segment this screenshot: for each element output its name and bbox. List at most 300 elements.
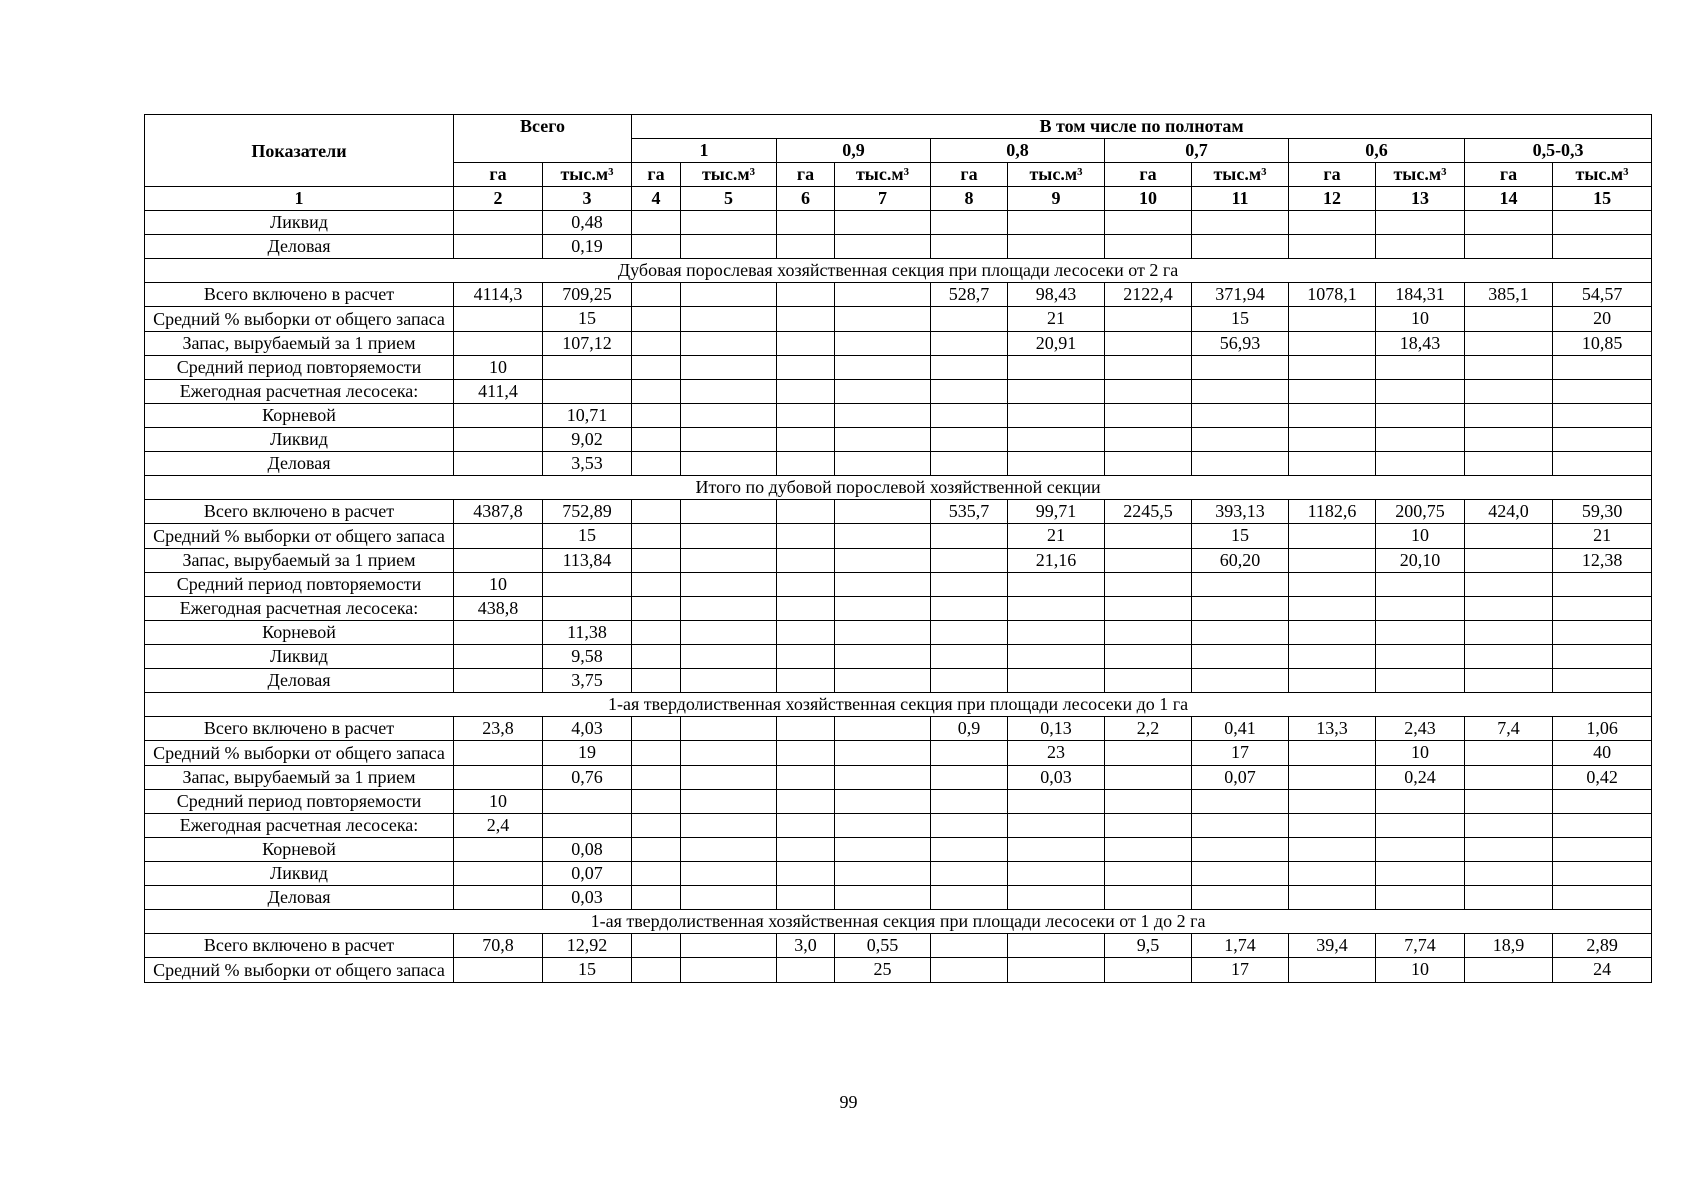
table-cell [1008,669,1105,693]
header-unit-thous-m3: тыс.м³ [1553,163,1652,187]
table-cell [1289,356,1376,380]
column-number: 3 [543,187,632,211]
table-cell [1289,428,1376,452]
table-cell [632,958,681,983]
table-cell [777,645,835,669]
table-cell [632,428,681,452]
header-unit-ha: га [1289,163,1376,187]
table-cell: 113,84 [543,549,632,573]
table-cell [1376,452,1465,476]
row-label: Деловая [145,669,454,693]
table-cell: 12,92 [543,934,632,958]
column-number: 8 [931,187,1008,211]
table-cell [1105,211,1192,235]
table-cell [1105,356,1192,380]
table-row [145,332,1652,356]
table-cell: 0,48 [543,211,632,235]
table-cell: 2,43 [1376,717,1465,741]
row-label: Средний % выборки от общего запаса [145,741,454,766]
table-cell: 535,7 [931,500,1008,524]
table-cell [681,597,777,621]
row-label: Средний период повторяемости [145,790,454,814]
table-cell [777,766,835,790]
table-cell [1289,332,1376,356]
table-cell [1289,235,1376,259]
table-cell [777,307,835,332]
table-cell [931,669,1008,693]
table-cell: 20 [1553,307,1652,332]
table-cell: 7,4 [1465,717,1553,741]
table-cell [835,886,931,910]
table-cell [777,356,835,380]
table-cell: 528,7 [931,283,1008,307]
table-cell [777,838,835,862]
table-row [145,235,1652,259]
table-cell: 1182,6 [1289,500,1376,524]
table-cell: 4114,3 [454,283,543,307]
table-cell: 4,03 [543,717,632,741]
table-cell: 18,43 [1376,332,1465,356]
table-cell: 0,07 [1192,766,1289,790]
table-cell [632,500,681,524]
table-cell [543,356,632,380]
table-cell: 0,07 [543,862,632,886]
table-cell: 0,08 [543,838,632,862]
table-cell [1008,621,1105,645]
table-cell [1553,621,1652,645]
table-cell [835,549,931,573]
table-cell: 0,03 [543,886,632,910]
table-cell [931,380,1008,404]
section-title: Дубовая порослевая хозяйственная секция при площади лесосеки от 2 га [145,259,1652,283]
table-cell [1192,862,1289,886]
table-cell [835,862,931,886]
table-cell [1553,211,1652,235]
table-cell [681,958,777,983]
table-cell [931,741,1008,766]
table-cell [1553,235,1652,259]
table-cell [835,307,931,332]
table-cell [931,452,1008,476]
header-unit-thous-m3: тыс.м³ [835,163,931,187]
table-cell [1008,790,1105,814]
table-cell [931,332,1008,356]
table-cell [1289,766,1376,790]
table-cell [632,283,681,307]
table-cell [632,741,681,766]
header-fullness-0-5-0-3: 0,5-0,3 [1465,139,1652,163]
table-cell [1376,862,1465,886]
table-cell [931,428,1008,452]
table-cell [835,838,931,862]
table-cell [681,862,777,886]
table-cell: 0,41 [1192,717,1289,741]
table-cell [681,380,777,404]
table-row [145,934,1652,958]
table-cell [632,717,681,741]
table-cell [1289,573,1376,597]
table-cell [1289,380,1376,404]
table-cell [681,645,777,669]
section-header-row [145,476,1652,500]
table-cell [454,766,543,790]
header-total: Всего [454,115,632,163]
column-number: 7 [835,187,931,211]
table-cell: 17 [1192,741,1289,766]
table-cell [1376,621,1465,645]
table-cell [681,934,777,958]
table-cell: 15 [543,307,632,332]
table-cell [454,549,543,573]
table-cell [1376,814,1465,838]
table-cell [1192,356,1289,380]
table-cell [454,332,543,356]
table-cell [777,211,835,235]
column-number: 4 [632,187,681,211]
row-label: Всего включено в расчет [145,283,454,307]
table-cell [777,332,835,356]
table-cell: 107,12 [543,332,632,356]
table-cell [1192,380,1289,404]
table-cell: 10 [1376,741,1465,766]
row-label: Всего включено в расчет [145,500,454,524]
table-cell: 15 [543,958,632,983]
table-cell: 60,20 [1192,549,1289,573]
table-cell [1553,597,1652,621]
table-cell [1465,573,1553,597]
table-cell: 184,31 [1376,283,1465,307]
table-cell [1289,741,1376,766]
table-header [145,115,1652,211]
table-row [145,211,1652,235]
table-cell: 19 [543,741,632,766]
row-label: Запас, вырубаемый за 1 прием [145,766,454,790]
table-row [145,524,1652,549]
table-cell [1192,573,1289,597]
table-cell: 40 [1553,741,1652,766]
table-cell [543,790,632,814]
table-cell [1289,958,1376,983]
table-cell: 20,10 [1376,549,1465,573]
table-cell [1553,790,1652,814]
table-cell [681,356,777,380]
table-cell [1465,549,1553,573]
table-cell [1105,524,1192,549]
table-cell: 13,3 [1289,717,1376,741]
table-cell [632,934,681,958]
section-header-row [145,259,1652,283]
table-cell: 21 [1553,524,1652,549]
row-label: Ликвид [145,428,454,452]
table-cell [681,332,777,356]
table-cell [777,741,835,766]
table-cell: 1078,1 [1289,283,1376,307]
table-cell [777,500,835,524]
table-cell [1289,307,1376,332]
table-cell: 0,19 [543,235,632,259]
table-cell [931,766,1008,790]
row-label: Всего включено в расчет [145,717,454,741]
table-row [145,307,1652,332]
table-cell: 98,43 [1008,283,1105,307]
table-cell [1105,235,1192,259]
table-cell [1192,886,1289,910]
row-label: Средний период повторяемости [145,573,454,597]
table-cell: 0,76 [543,766,632,790]
table-cell: 17 [1192,958,1289,983]
table-cell: 12,38 [1553,549,1652,573]
table-cell [931,573,1008,597]
table-cell [632,524,681,549]
table-cell [632,621,681,645]
table-cell [1105,766,1192,790]
header-unit-ha: га [454,163,543,187]
table-cell [1105,404,1192,428]
table-row [145,356,1652,380]
table-cell [454,404,543,428]
table-cell [777,573,835,597]
table-cell [835,500,931,524]
table-cell [777,380,835,404]
table-cell [681,766,777,790]
table-cell [835,235,931,259]
table-cell [1465,862,1553,886]
table-cell: 0,03 [1008,766,1105,790]
table-cell [835,717,931,741]
table-cell [1376,838,1465,862]
table-cell: 20,91 [1008,332,1105,356]
section-header-row [145,910,1652,934]
table-cell [454,211,543,235]
table-cell: 371,94 [1192,283,1289,307]
table-cell [632,597,681,621]
section-title: Итого по дубовой порослевой хозяйственной секции [145,476,1652,500]
row-label: Запас, вырубаемый за 1 прием [145,549,454,573]
table-cell: 411,4 [454,380,543,404]
table-cell [835,766,931,790]
table-cell: 18,9 [1465,934,1553,958]
row-label: Средний % выборки от общего запаса [145,524,454,549]
header-unit-ha: га [1465,163,1553,187]
table-cell [1289,597,1376,621]
table-cell: 9,5 [1105,934,1192,958]
table-cell [777,283,835,307]
table-cell: 10 [454,573,543,597]
table-cell [1105,549,1192,573]
table-row [145,283,1652,307]
header-unit-thous-m3: тыс.м³ [543,163,632,187]
table-cell [835,332,931,356]
table-cell [1465,838,1553,862]
table-cell [1105,814,1192,838]
table-row [145,549,1652,573]
table-cell [931,621,1008,645]
table-cell: 21 [1008,307,1105,332]
table-cell [1553,669,1652,693]
table-cell: 10 [454,790,543,814]
table-cell [1289,790,1376,814]
header-fullness-0-6: 0,6 [1289,139,1465,163]
header-unit-ha: га [632,163,681,187]
table-cell [777,452,835,476]
table-cell [777,549,835,573]
table-cell [1553,814,1652,838]
table-row [145,766,1652,790]
table-cell [632,211,681,235]
table-cell [1376,235,1465,259]
table-cell [931,524,1008,549]
table-cell [931,549,1008,573]
table-cell [931,934,1008,958]
table-cell: 393,13 [1192,500,1289,524]
table-cell [632,235,681,259]
table-cell [632,790,681,814]
table-row [145,790,1652,814]
table-cell [1465,307,1553,332]
table-cell: 15 [1192,307,1289,332]
row-label: Корневой [145,404,454,428]
table-cell: 2122,4 [1105,283,1192,307]
table-cell [777,717,835,741]
table-cell [1289,621,1376,645]
table-cell [1105,332,1192,356]
table-cell [1105,621,1192,645]
table-cell: 15 [543,524,632,549]
table-cell [777,235,835,259]
table-cell: 0,42 [1553,766,1652,790]
table-cell [1008,404,1105,428]
table-cell [1465,428,1553,452]
table-cell: 15 [1192,524,1289,549]
table-cell [1465,380,1553,404]
table-cell [632,573,681,597]
table-cell [931,838,1008,862]
table-cell: 10,71 [543,404,632,428]
table-cell: 21 [1008,524,1105,549]
table-cell [835,404,931,428]
table-cell [931,235,1008,259]
header-indicators: Показатели [145,115,454,187]
table-cell [835,645,931,669]
table-row [145,645,1652,669]
table-cell [777,886,835,910]
table-cell [931,790,1008,814]
table-cell [835,814,931,838]
table-cell [1376,356,1465,380]
table-cell [1008,645,1105,669]
table-cell [1289,404,1376,428]
table-cell [777,958,835,983]
row-label: Ликвид [145,645,454,669]
table-cell [1105,428,1192,452]
table-cell: 2245,5 [1105,500,1192,524]
table-cell: 10 [1376,307,1465,332]
header-fullness-0-9: 0,9 [777,139,931,163]
table-cell [454,669,543,693]
table-cell [777,621,835,645]
column-number: 5 [681,187,777,211]
row-label: Ежегодная расчетная лесосека: [145,814,454,838]
table-cell [681,790,777,814]
table-cell [931,356,1008,380]
table-cell [1465,452,1553,476]
table-cell [1553,428,1652,452]
table-cell [931,597,1008,621]
table-cell: 23,8 [454,717,543,741]
table-cell: 9,02 [543,428,632,452]
row-label: Средний период повторяемости [145,356,454,380]
table-cell: 2,4 [454,814,543,838]
table-cell [1105,380,1192,404]
table-cell [1105,958,1192,983]
table-cell [835,597,931,621]
table-cell [1192,621,1289,645]
table-row [145,958,1652,983]
header-unit-thous-m3: тыс.м³ [1008,163,1105,187]
table-cell: 2,89 [1553,934,1652,958]
table-cell [454,235,543,259]
table-cell [931,814,1008,838]
table-cell [1289,452,1376,476]
table-cell: 23 [1008,741,1105,766]
table-cell [1376,428,1465,452]
table-cell [1376,597,1465,621]
table-cell [681,741,777,766]
table-cell: 0,24 [1376,766,1465,790]
table-cell [1105,741,1192,766]
table-cell [1465,886,1553,910]
table-cell: 752,89 [543,500,632,524]
table-cell [1465,597,1553,621]
table-cell [681,717,777,741]
table-cell: 10 [1376,958,1465,983]
forest-calculation-table [144,114,1652,983]
table-cell: 424,0 [1465,500,1553,524]
table-cell: 39,4 [1289,934,1376,958]
row-label: Корневой [145,838,454,862]
table-cell [835,428,931,452]
table-row [145,597,1652,621]
header-unit-thous-m3: тыс.м³ [681,163,777,187]
table-cell [931,307,1008,332]
section-header-row [145,693,1652,717]
table-cell [777,814,835,838]
table-cell [1008,380,1105,404]
table-cell [681,211,777,235]
table-cell [543,597,632,621]
table-cell: 0,9 [931,717,1008,741]
header-fullness-0-8: 0,8 [931,139,1105,163]
table-cell [681,524,777,549]
table-body [145,211,1652,983]
row-label: Запас, вырубаемый за 1 прием [145,332,454,356]
section-title: 1-ая твердолиственная хозяйственная секция при площади лесосеки до 1 га [145,693,1652,717]
table-cell [1008,452,1105,476]
table-cell [1553,886,1652,910]
table-cell [1289,524,1376,549]
table-cell [1192,645,1289,669]
table-cell [1465,621,1553,645]
table-cell [454,524,543,549]
table-cell [681,886,777,910]
table-cell [681,573,777,597]
table-cell [777,524,835,549]
table-cell [543,814,632,838]
table-cell [835,211,931,235]
table-cell: 54,57 [1553,283,1652,307]
table-row [145,500,1652,524]
table-cell [1105,452,1192,476]
